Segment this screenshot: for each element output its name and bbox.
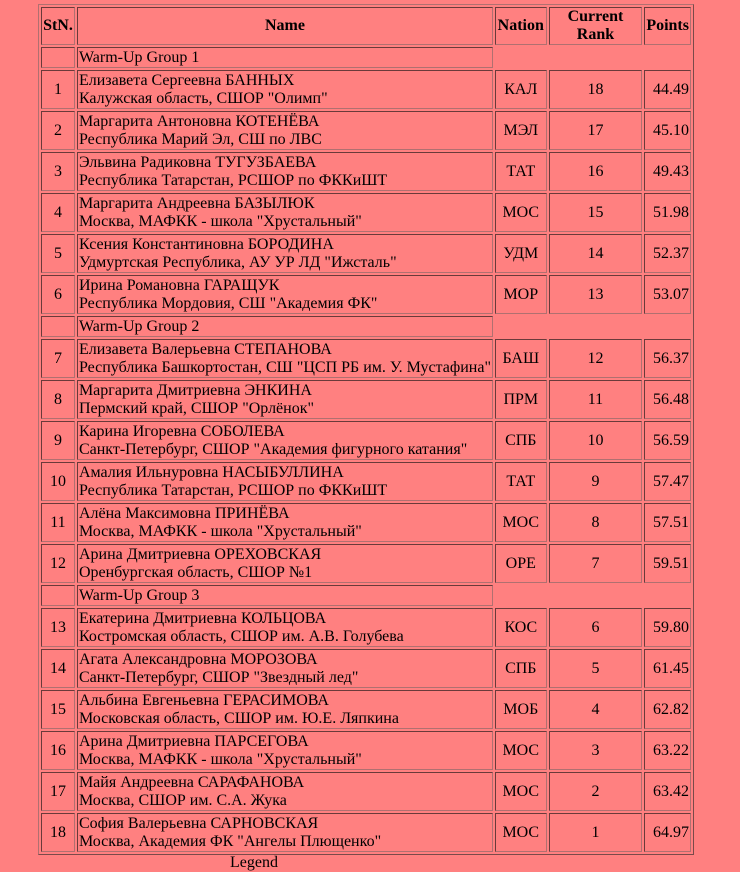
athlete-nation: ТАТ: [495, 462, 547, 501]
athlete-nation: МЭЛ: [495, 111, 547, 150]
athlete-row: [41, 544, 691, 583]
athlete-club: Оренбургская область, СШОР №1: [78, 563, 313, 581]
athlete-name-cell: [77, 152, 493, 191]
athlete-row: [41, 731, 691, 770]
athlete-nation: УДМ: [495, 234, 547, 273]
athlete-name: Маргарита Дмитриевна ЭНКИНА: [78, 381, 312, 399]
athlete-row: [41, 70, 691, 109]
starting-order-container: [38, 4, 694, 855]
starting-number: 9: [41, 421, 75, 460]
starting-number: 14: [41, 649, 75, 688]
athlete-row: [41, 275, 691, 314]
athlete-points: 59.51: [644, 544, 691, 583]
athlete-current-rank: 4: [549, 690, 643, 729]
header-nation: Nation: [495, 7, 547, 45]
starting-number: 15: [41, 690, 75, 729]
athlete-club: Республика Татарстан, РСШОР по ФККиШТ: [78, 481, 388, 499]
athlete-current-rank: 18: [549, 70, 643, 109]
starting-number: 1: [41, 70, 75, 109]
athlete-name: Елизавета Сергеевна БАННЫХ: [78, 71, 295, 89]
athlete-name: Маргарита Антоновна КОТЕНЁВА: [78, 112, 320, 130]
athlete-name-cell: [77, 649, 493, 688]
athlete-nation: МОС: [495, 813, 547, 852]
athlete-points: 64.97: [644, 813, 691, 852]
athlete-club: Москва, МАФКК - школа "Хрустальный": [78, 750, 362, 768]
athlete-name-cell: [77, 234, 493, 273]
athlete-name-cell: [77, 421, 493, 460]
athlete-name-cell: [77, 813, 493, 852]
athlete-name: Маргарита Андреевна БАЗЫЛЮК: [78, 194, 315, 212]
starting-number: 6: [41, 275, 75, 314]
athlete-nation: КОС: [495, 608, 547, 647]
athlete-current-rank: 10: [549, 421, 643, 460]
athlete-points: 45.10: [644, 111, 691, 150]
athlete-current-rank: 6: [549, 608, 643, 647]
starting-number: 11: [41, 503, 75, 542]
athlete-row: [41, 380, 691, 419]
athlete-name-cell: [77, 503, 493, 542]
athlete-current-rank: 8: [549, 503, 643, 542]
athlete-row: [41, 690, 691, 729]
athlete-row: [41, 111, 691, 150]
athlete-name: Эльвина Радиковна ТУГУЗБАЕВА: [78, 153, 317, 171]
starting-number: 17: [41, 772, 75, 811]
athlete-points: 62.82: [644, 690, 691, 729]
warmup-group-label: Warm-Up Group 1: [77, 47, 493, 68]
warmup-group-row: [41, 47, 691, 68]
athlete-club: Республика Мордовия, СШ "Академия ФК": [78, 294, 378, 312]
athlete-name-cell: [77, 772, 493, 811]
athlete-row: [41, 813, 691, 852]
athlete-points: 56.59: [644, 421, 691, 460]
athlete-row: [41, 421, 691, 460]
athlete-nation: БАШ: [495, 339, 547, 378]
athlete-name: София Валерьевна САРНОВСКАЯ: [78, 814, 319, 832]
starting-number: 7: [41, 339, 75, 378]
group-stn-cell: [41, 47, 75, 68]
athlete-current-rank: 15: [549, 193, 643, 232]
starting-number: 3: [41, 152, 75, 191]
athlete-points: 63.42: [644, 772, 691, 811]
athlete-nation: ОРЕ: [495, 544, 547, 583]
athlete-nation: КАЛ: [495, 70, 547, 109]
athlete-name-cell: [77, 731, 493, 770]
athlete-current-rank: 11: [549, 380, 643, 419]
header-name: Name: [77, 7, 493, 45]
athlete-row: [41, 193, 691, 232]
athlete-nation: СПБ: [495, 649, 547, 688]
athlete-points: 61.45: [644, 649, 691, 688]
starting-number: 2: [41, 111, 75, 150]
athlete-name-cell: [77, 380, 493, 419]
athlete-club: Москва, МАФКК - школа "Хрустальный": [78, 212, 362, 230]
header-stn: StN.: [41, 7, 75, 45]
starting-number: 4: [41, 193, 75, 232]
athlete-points: 63.22: [644, 731, 691, 770]
athlete-row: [41, 234, 691, 273]
warmup-group-label: Warm-Up Group 3: [77, 585, 493, 606]
athlete-name-cell: [77, 544, 493, 583]
starting-number: 8: [41, 380, 75, 419]
warmup-group-row: [41, 316, 691, 337]
group-empty-cell: [495, 585, 691, 606]
athlete-name: Арина Дмитриевна ОРЕХОВСКАЯ: [78, 545, 322, 563]
athlete-name: Елизавета Валерьевна СТЕПАНОВА: [78, 340, 332, 358]
athlete-name-cell: [77, 193, 493, 232]
starting-number: 12: [41, 544, 75, 583]
athlete-name: Альбина Евгеньевна ГЕРАСИМОВА: [78, 691, 329, 709]
athlete-points: 59.80: [644, 608, 691, 647]
athlete-club: Москва, Академия ФК "Ангелы Плющенко": [78, 832, 382, 850]
athlete-points: 52.37: [644, 234, 691, 273]
athlete-club: Республика Татарстан, РСШОР по ФККиШТ: [78, 171, 388, 189]
athlete-club: Санкт-Петербург, СШОР "Академия фигурного катания": [78, 440, 468, 458]
athlete-points: 53.07: [644, 275, 691, 314]
athlete-nation: МОС: [495, 503, 547, 542]
athlete-club: Пермский край, СШОР "Орлёнок": [78, 399, 315, 417]
group-empty-cell: [495, 47, 691, 68]
athlete-row: [41, 462, 691, 501]
athlete-points: 51.98: [644, 193, 691, 232]
athlete-name: Ксения Константиновна БОРОДИНА: [78, 235, 334, 253]
athlete-name: Екатерина Дмитриевна КОЛЬЦОВА: [78, 609, 327, 627]
athlete-row: [41, 503, 691, 542]
table-body: [41, 47, 691, 852]
athlete-name: Арина Дмитриевна ПАРСЕГОВА: [78, 732, 309, 750]
athlete-current-rank: 16: [549, 152, 643, 191]
athlete-club: Калужская область, СШОР "Олимп": [78, 89, 328, 107]
warmup-group-row: [41, 585, 691, 606]
athlete-nation: МОС: [495, 772, 547, 811]
athlete-points: 44.49: [644, 70, 691, 109]
group-empty-cell: [495, 316, 691, 337]
athlete-club: Москва, СШОР им. С.А. Жука: [78, 791, 287, 809]
athlete-name: Алёна Максимовна ПРИНЁВА: [78, 504, 290, 522]
athlete-nation: МОС: [495, 731, 547, 770]
group-stn-cell: [41, 585, 75, 606]
athlete-nation: МОБ: [495, 690, 547, 729]
athlete-nation: ПРМ: [495, 380, 547, 419]
athlete-current-rank: 17: [549, 111, 643, 150]
warmup-group-label: Warm-Up Group 2: [77, 316, 493, 337]
table-header-row: [41, 7, 691, 45]
athlete-points: 57.47: [644, 462, 691, 501]
athlete-name: Карина Игоревна СОБОЛЕВА: [78, 422, 285, 440]
athlete-row: [41, 339, 691, 378]
athlete-club: Москва, МАФКК - школа "Хрустальный": [78, 522, 362, 540]
starting-number: 5: [41, 234, 75, 273]
athlete-name-cell: [77, 690, 493, 729]
athlete-row: [41, 649, 691, 688]
athlete-current-rank: 14: [549, 234, 643, 273]
athlete-row: [41, 152, 691, 191]
starting-number: 16: [41, 731, 75, 770]
athlete-nation: ТАТ: [495, 152, 547, 191]
athlete-nation: МОС: [495, 193, 547, 232]
legend-heading: Legend: [230, 854, 278, 871]
athlete-current-rank: 5: [549, 649, 643, 688]
starting-number: 10: [41, 462, 75, 501]
athlete-club: Московская область, СШОР им. Ю.Е. Ляпкина: [78, 709, 399, 727]
athlete-points: 56.37: [644, 339, 691, 378]
athlete-name: Ирина Романовна ГАРАЩУК: [78, 276, 280, 294]
athlete-name-cell: [77, 339, 493, 378]
athlete-nation: МОР: [495, 275, 547, 314]
athlete-club: Республика Башкортостан, СШ "ЦСП РБ им. У. Мустафина": [78, 358, 491, 376]
starting-number: 18: [41, 813, 75, 852]
athlete-name-cell: [77, 111, 493, 150]
athlete-current-rank: 12: [549, 339, 643, 378]
athlete-name: Амалия Ильнуровна НАСЫБУЛЛИНА: [78, 463, 344, 481]
athlete-current-rank: 7: [549, 544, 643, 583]
athlete-points: 57.51: [644, 503, 691, 542]
athlete-current-rank: 13: [549, 275, 643, 314]
athlete-current-rank: 9: [549, 462, 643, 501]
athlete-name: Агата Александровна МОРОЗОВА: [78, 650, 318, 668]
starting-order-table: [38, 4, 694, 855]
athlete-row: [41, 772, 691, 811]
athlete-current-rank: 3: [549, 731, 643, 770]
athlete-current-rank: 1: [549, 813, 643, 852]
athlete-name-cell: [77, 608, 493, 647]
athlete-name-cell: [77, 275, 493, 314]
athlete-nation: СПБ: [495, 421, 547, 460]
athlete-name-cell: [77, 70, 493, 109]
group-stn-cell: [41, 316, 75, 337]
athlete-club: Республика Марий Эл, СШ по ЛВС: [78, 130, 322, 148]
athlete-club: Удмуртская Республика, АУ УР ЛД "Ижсталь": [78, 253, 397, 271]
athlete-club: Костромская область, СШОР им. А.В. Голубева: [78, 627, 404, 645]
athlete-name-cell: [77, 462, 493, 501]
athlete-name: Майя Андреевна САРАФАНОВА: [78, 773, 305, 791]
header-points: Points: [644, 7, 691, 45]
athlete-current-rank: 2: [549, 772, 643, 811]
athlete-row: [41, 608, 691, 647]
header-current-rank: Current Rank: [549, 7, 643, 45]
athlete-points: 49.43: [644, 152, 691, 191]
athlete-club: Санкт-Петербург, СШОР "Звездный лед": [78, 668, 359, 686]
athlete-points: 56.48: [644, 380, 691, 419]
starting-number: 13: [41, 608, 75, 647]
